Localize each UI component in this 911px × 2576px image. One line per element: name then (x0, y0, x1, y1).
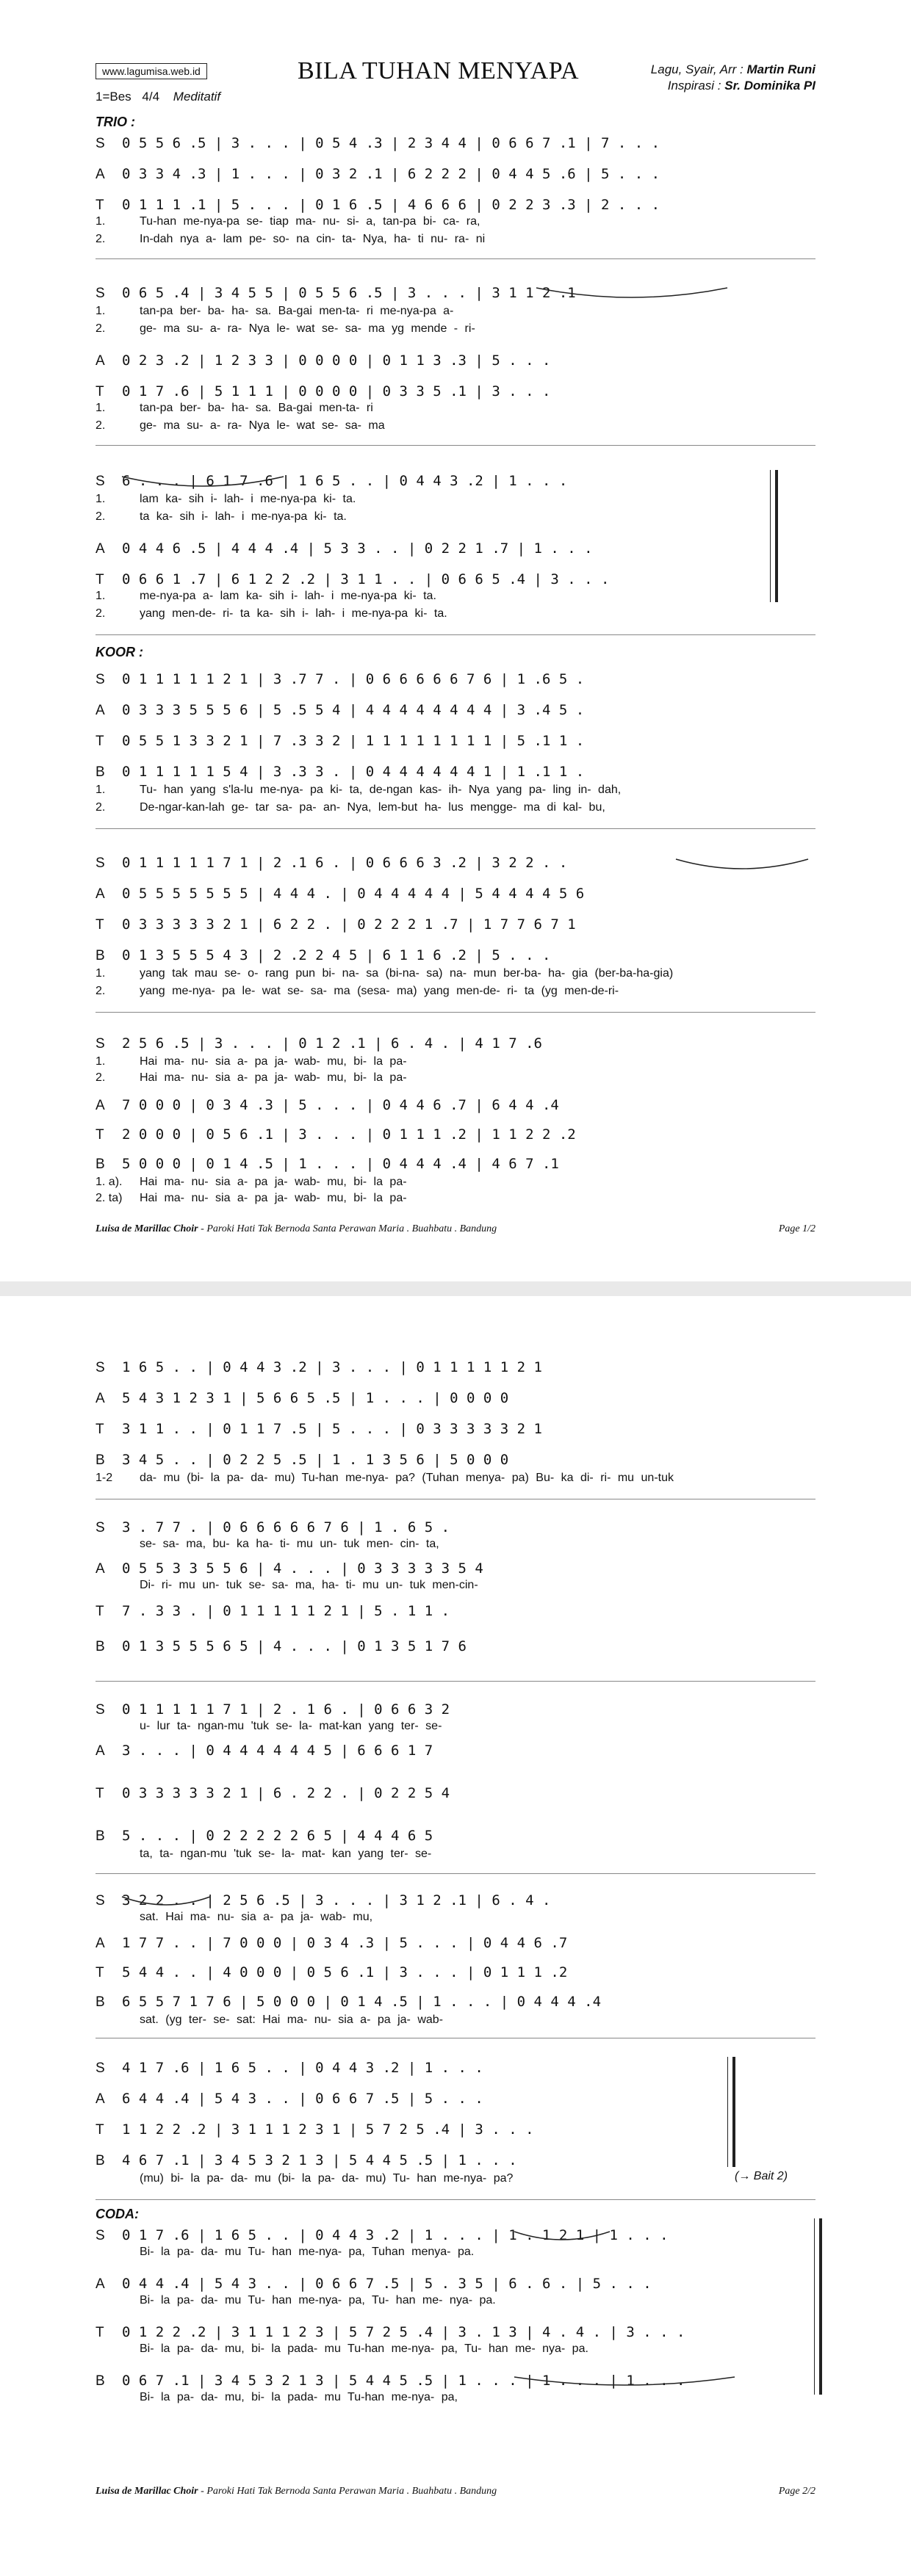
notes: 0 3 3 3 5 5 5 6 | 5 .5 5 4 | 4 4 4 4 4 4 4 4 | 3 .4 5 . (122, 702, 585, 718)
tie-slur (514, 2229, 610, 2248)
part-soprano: S 1 6 5 . . | 0 4 4 3 .2 | 3 . . . | 0 1 1 1 1 1 2 1 (96, 1359, 542, 1375)
part-soprano: S 2 5 6 .5 | 3 . . . | 0 1 2 .1 | 6 . 4 . | 4 1 7 .6 (96, 1035, 542, 1052)
section-trio-label: TRIO : (96, 115, 135, 129)
credits (651, 62, 815, 94)
lyrics-verse-1: 1. me-nya-pa a- lam ka- sih i- lah- i me-nya-pa ki- ta. (96, 590, 436, 602)
part-bass: B 0 1 1 1 1 1 5 4 | 3 .3 3 . | 0 4 4 4 4 4 4 1 | 1 .1 1 . (96, 764, 585, 780)
part-tenor: T 7 . 3 3 . | 0 1 1 1 1 1 2 1 | 5 . 1 1 . (96, 1603, 450, 1619)
section-koor-label: KOOR : (96, 645, 143, 659)
lyrics: (mu) bi- la pa- da- mu (bi- la pa- da- mu) Tu- han me-nya- pa? (140, 2172, 514, 2185)
notes: 3 4 5 . . | 0 2 2 5 .5 | 1 . 1 3 5 6 | 5 0 0 0 (122, 1452, 509, 1468)
credit-label: Lagu, Syair, Arr : (650, 62, 743, 76)
part-alto: A 3 . . . | 0 4 4 4 4 4 4 5 | 6 6 6 1 7 (96, 1743, 433, 1759)
lyrics: Bi- la pa- da- mu Tu- han me-nya- pa, Tuhan menya- pa. (140, 2246, 475, 2258)
section-coda-label: CODA: (96, 2207, 139, 2221)
inspiration-label: Inspirasi : (667, 79, 721, 93)
notes: 0 1 7 .6 | 1 6 5 . . | 0 4 4 3 .2 | 1 . . . | 1 . 1 2 1 | 1 . . . (122, 2227, 669, 2243)
part-tenor: T 1 1 2 2 .2 | 3 1 1 1 2 3 1 | 5 7 2 5 .4 | 3 . . . (96, 2121, 534, 2138)
part-tenor: T 0 1 2 2 .2 | 3 1 1 1 2 3 | 5 7 2 5 .4 | 3 . 1 3 | 4 . 4 . | 3 . . . (96, 2324, 685, 2340)
lyrics-verse-1: 1. tan-pa ber- ba- ha- sa. Ba-gai men-ta- ri (96, 402, 373, 414)
part-tenor: T 0 3 3 3 3 3 2 1 | 6 . 2 2 . | 0 2 2 5 4 (96, 1785, 450, 1801)
notes: 7 . 3 3 . | 0 1 1 1 1 1 2 1 | 5 . 1 1 . (122, 1603, 450, 1619)
part-alto: A 1 7 7 . . | 7 0 0 0 | 0 3 4 .3 | 5 . . . | 0 4 4 6 .7 (96, 1935, 568, 1951)
notes: 1 1 2 2 .2 | 3 1 1 1 2 3 1 | 5 7 2 5 .4 | 3 . . . (122, 2121, 534, 2138)
time-signature: 4/4 (142, 90, 160, 104)
part-tenor: T 2 0 0 0 | 0 5 6 .1 | 3 . . . | 0 1 1 1 .2 | 1 1 2 2 .2 (96, 1126, 576, 1143)
part-bass: B 0 1 3 5 5 5 4 3 | 2 .2 2 4 5 | 6 1 1 6 .2 | 5 . . . (96, 947, 551, 963)
notes: 0 3 3 3 3 3 2 1 | 6 2 2 . | 0 2 2 2 1 .7 | 1 7 7 6 7 1 (122, 916, 576, 933)
lyrics: sat. (yg ter- se- sat: Hai ma- nu- sia a- pa ja- wab- (140, 2014, 443, 2026)
lyrics-verse-1: 1. yang tak mau se- o- rang pun bi- na- sa (bi-na- sa) na- mun ber-ba- ha- gia (ber-ba-ha-gia) (96, 967, 674, 980)
notes: 0 3 3 4 .3 | 1 . . . | 0 3 2 .1 | 6 2 2 2 | 0 4 4 5 .6 | 5 . . . (122, 166, 660, 182)
system-divider (96, 1012, 815, 1013)
notes: 0 2 3 .2 | 1 2 3 3 | 0 0 0 0 | 0 1 1 3 .3 | 5 . . . (122, 352, 551, 369)
part-alto: A 0 3 3 3 5 5 5 6 | 5 .5 5 4 | 4 4 4 4 4 4 4 4 | 3 .4 5 . (96, 702, 585, 718)
part-alto: A 0 5 5 5 5 5 5 5 | 4 4 4 . | 0 4 4 4 4 4 | 5 4 4 4 4 5 6 (96, 886, 585, 902)
part-alto: A 0 3 3 4 .3 | 1 . . . | 0 3 2 .1 | 6 2 2 2 | 0 4 4 5 .6 | 5 . . . (96, 166, 660, 182)
lyrics-verse-2: 2. De-ngar-kan-lah ge- tar sa- pa- an- Nya, lem-but ha- lus mengge- ma di kal- bu, (96, 801, 605, 814)
lyrics-verse-1: 1. tan-pa ber- ba- ha- sa. Ba-gai men-ta- ri me-nya-pa a- (96, 305, 454, 317)
lyrics-verse-2: 2. Hai ma- nu- sia a- pa ja- wab- mu, bi- la pa- (96, 1071, 407, 1084)
notes: 5 . . . | 0 2 2 2 2 2 6 5 | 4 4 4 6 5 (122, 1828, 433, 1844)
notes: 3 2 2 . . | 2 5 6 .5 | 3 . . . | 3 1 2 .1 | 6 . 4 . (122, 1892, 551, 1909)
part-alto: A 0 4 4 .4 | 5 4 3 . . | 0 6 6 7 .5 | 5 . 3 5 | 6 . 6 . | 5 . . . (96, 2276, 652, 2292)
notes: 6 5 5 7 1 7 6 | 5 0 0 0 | 0 1 4 .5 | 1 . . . | 0 4 4 4 .4 (122, 1994, 602, 2010)
lyrics: sat. Hai ma- nu- sia a- pa ja- wab- mu, (140, 1911, 373, 1923)
lyrics-verse-2: 2. ta) Hai ma- nu- sia a- pa ja- wab- mu, bi- la pa- (96, 1192, 407, 1204)
part-tenor: T 3 1 1 . . | 0 1 1 7 .5 | 5 . . . | 0 3 3 3 3 3 2 1 (96, 1421, 542, 1437)
part-alto: A 7 0 0 0 | 0 3 4 .3 | 5 . . . | 0 4 4 6 .7 | 6 4 4 .4 (96, 1097, 559, 1113)
notes: 0 6 6 1 .7 | 6 1 2 2 .2 | 3 1 1 . . | 0 6 6 5 .4 | 3 . . . (122, 571, 610, 587)
notes: 5 4 4 . . | 4 0 0 0 | 0 5 6 .1 | 3 . . . | 0 1 1 1 .2 (122, 1964, 568, 1980)
lyrics-verse-1: 1. lam ka- sih i- lah- i me-nya-pa ki- ta. (96, 493, 356, 505)
sheet-page-1 (0, 0, 911, 1281)
lyrics: Bi- la pa- da- mu, bi- la pada- mu Tu-han me-nya- pa, (140, 2391, 458, 2403)
part-bass: B 6 5 5 7 1 7 6 | 5 0 0 0 | 0 1 4 .5 | 1 . . . | 0 4 4 4 .4 (96, 1994, 602, 2010)
footer-choir: Luisa de Marillac Choir (96, 1223, 198, 1234)
notes: 5 4 3 1 2 3 1 | 5 6 6 5 .5 | 1 . . . | 0 0 0 0 (122, 1390, 509, 1406)
system-divider (96, 1681, 815, 1682)
notes: 0 1 2 2 .2 | 3 1 1 1 2 3 | 5 7 2 5 .4 | 3 . 1 3 | 4 . 4 . | 3 . . . (122, 2324, 685, 2340)
part-soprano: S 4 1 7 .6 | 1 6 5 . . | 0 4 4 3 .2 | 1 . . . (96, 2060, 483, 2076)
notes: 0 1 1 1 1 1 7 1 | 2 . 1 6 . | 0 6 6 3 2 (122, 1701, 450, 1718)
notes: 0 3 3 3 3 3 2 1 | 6 . 2 2 . | 0 2 2 5 4 (122, 1785, 450, 1801)
tie-slur (676, 856, 808, 878)
notes: 0 5 5 5 5 5 5 5 | 4 4 4 . | 0 4 4 4 4 4 | 5 4 4 4 4 5 6 (122, 886, 585, 902)
footer: Luisa de Marillac Choir - Paroki Hati Tak Bernoda Santa Perawan Maria . Buahbatu . Bandung (96, 2486, 497, 2497)
notes: 2 0 0 0 | 0 5 6 .1 | 3 . . . | 0 1 1 1 .2 | 1 1 2 2 .2 (122, 1126, 576, 1143)
sheet-page-2 (0, 1296, 911, 2576)
lyrics: se- sa- ma, bu- ka ha- ti- mu un- tuk men- cin- ta, (140, 1538, 439, 1550)
credit-name: Martin Runi (746, 62, 815, 76)
notes: 0 5 5 1 3 3 2 1 | 7 .3 3 2 | 1 1 1 1 1 1 1 1 | 5 .1 1 . (122, 733, 585, 749)
part-bass: B 0 1 3 5 5 5 6 5 | 4 . . . | 0 1 3 5 1 7 6 (96, 1638, 467, 1654)
part-bass: B 4 6 7 .1 | 3 4 5 3 2 1 3 | 5 4 4 5 .5 | 1 . . . (96, 2152, 517, 2168)
notes: 3 . . . | 0 4 4 4 4 4 4 5 | 6 6 6 1 7 (122, 1743, 433, 1759)
lyrics-verse-2: 2. yang me-nya- pa le- wat se- sa- ma (sesa- ma) yang men-de- ri- ta (yg men-de-ri- (96, 985, 619, 997)
double-barline (770, 470, 778, 602)
part-bass: B 5 0 0 0 | 0 1 4 .5 | 1 . . . | 0 4 4 4 .4 | 4 6 7 .1 (96, 1156, 559, 1172)
part-soprano: S 6 . . . | 6 1 7 .6 | 1 6 5 . . | 0 4 4 3 .2 | 1 . . . (96, 473, 568, 489)
part-bass: B 3 4 5 . . | 0 2 2 5 .5 | 1 . 1 3 5 6 | 5 0 0 0 (96, 1452, 509, 1468)
lyrics-verse-1: 1. Hai ma- nu- sia a- pa ja- wab- mu, bi- la pa- (96, 1055, 407, 1068)
notes: 0 6 5 .4 | 3 4 5 5 | 0 5 5 6 .5 | 3 . . . | 3 1 1 2 .1 (122, 285, 576, 301)
part-tenor: T 0 1 7 .6 | 5 1 1 1 | 0 0 0 0 | 0 3 3 5 .1 | 3 . . . (96, 383, 551, 399)
system-divider (96, 634, 815, 635)
key-signature: 1=Bes (96, 90, 132, 104)
notes: 2 5 6 .5 | 3 . . . | 0 1 2 .1 | 6 . 4 . | 4 1 7 .6 (122, 1035, 542, 1052)
page-number: Page 2/2 (778, 2486, 815, 2497)
lyrics: Di- ri- mu un- tuk se- sa- ma, ha- ti- mu un- tuk men-cin- (140, 1579, 478, 1591)
part-tenor: T 0 1 1 1 .1 | 5 . . . | 0 1 6 .5 | 4 6 6 6 | 0 2 2 3 .3 | 2 . . . (96, 197, 660, 213)
part-soprano: S 0 1 7 .6 | 1 6 5 . . | 0 4 4 3 .2 | 1 . . . | 1 . 1 2 1 | 1 . . . (96, 2227, 669, 2243)
part-soprano: S 0 1 1 1 1 1 2 1 | 3 .7 7 . | 0 6 6 6 6 6 7 6 | 1 .6 5 . (96, 671, 585, 687)
website-url[interactable]: www.lagumisa.web.id (96, 63, 207, 79)
lyrics: ta, ta- ngan-mu 'tuk se- la- mat- kan yang ter- se- (140, 1848, 432, 1860)
part-alto: A 5 4 3 1 2 3 1 | 5 6 6 5 .5 | 1 . . . | 0 0 0 0 (96, 1390, 509, 1406)
repeat-instruction: (→ Bait 2) (735, 2170, 788, 2182)
system-divider (96, 1873, 815, 1874)
lyrics-verse-1: 1. Tu-han me-nya-pa se- tiap ma- nu- si- a, tan-pa bi- ca- ra, (96, 215, 480, 228)
notes: 4 1 7 .6 | 1 6 5 . . | 0 4 4 3 .2 | 1 . . . (122, 2060, 483, 2076)
notes: 0 6 7 .1 | 3 4 5 3 2 1 3 | 5 4 4 5 .5 | 1 . . . | 1 . . . | 1 . . . (122, 2373, 685, 2389)
lyrics: Bi- la pa- da- mu, bi- la pada- mu Tu-han me-nya- pa, Tu- han me- nya- pa. (140, 2342, 588, 2355)
footer: Luisa de Marillac Choir - Paroki Hati Tak Bernoda Santa Perawan Maria . Buahbatu . Bandung (96, 1223, 497, 1234)
part-alto: A 0 5 5 3 3 5 5 6 | 4 . . . | 0 3 3 3 3 3 5 4 (96, 1560, 483, 1577)
part-soprano: S 3 . 7 7 . | 0 6 6 6 6 6 7 6 | 1 . 6 5 . (96, 1519, 450, 1535)
key-meter-tempo (96, 90, 220, 104)
notes: 0 4 4 6 .5 | 4 4 4 .4 | 5 3 3 . . | 0 2 2 1 .7 | 1 . . . (122, 540, 593, 557)
part-bass: B 5 . . . | 0 2 2 2 2 2 6 5 | 4 4 4 6 5 (96, 1828, 433, 1844)
system-divider (96, 2199, 815, 2200)
notes: 0 1 1 1 1 1 7 1 | 2 .1 6 . | 0 6 6 6 3 .2 | 3 2 2 . . (122, 855, 568, 871)
footer-choir: Luisa de Marillac Choir (96, 2486, 198, 2497)
part-soprano: S 0 1 1 1 1 1 7 1 | 2 .1 6 . | 0 6 6 6 3 .2 | 3 2 2 . . (96, 855, 568, 871)
lyrics-verse-1: 1. Tu- han yang s'la-lu me-nya- pa ki- ta, de-ngan kas- ih- Nya yang pa- ling in- dah, (96, 784, 622, 796)
lyrics-verse-2: 2. ge- ma su- a- ra- Nya le- wat se- sa- ma (96, 419, 385, 432)
part-soprano: S 0 5 5 6 .5 | 3 . . . | 0 5 4 .3 | 2 3 4 4 | 0 6 6 7 .1 | 7 . . . (96, 135, 660, 151)
part-soprano: S 0 1 1 1 1 1 7 1 | 2 . 1 6 . | 0 6 6 3 2 (96, 1701, 450, 1718)
inspiration-name: Sr. Dominika PI (724, 79, 815, 93)
tempo-marking: Meditatif (173, 90, 221, 104)
notes: 6 . . . | 6 1 7 .6 | 1 6 5 . . | 0 4 4 3 .2 | 1 . . . (122, 473, 568, 489)
notes: 6 4 4 .4 | 5 4 3 . . | 0 6 6 7 .5 | 5 . . . (122, 2091, 483, 2107)
tie-slur (536, 285, 727, 307)
notes: 7 0 0 0 | 0 3 4 .3 | 5 . . . | 0 4 4 6 .7 | 6 4 4 .4 (122, 1097, 559, 1113)
lyrics-verse-1: 1. a). Hai ma- nu- sia a- pa ja- wab- mu, bi- la pa- (96, 1176, 407, 1188)
notes: 3 1 1 . . | 0 1 1 7 .5 | 5 . . . | 0 3 3 3 3 3 2 1 (122, 1421, 542, 1437)
final-barline (814, 2218, 822, 2395)
notes: 0 1 1 1 1 1 2 1 | 3 .7 7 . | 0 6 6 6 6 6 7 6 | 1 .6 5 . (122, 671, 585, 687)
system-divider (96, 258, 815, 259)
song-title: BILA TUHAN MENYAPA (298, 57, 580, 84)
notes: 0 1 3 5 5 5 6 5 | 4 . . . | 0 1 3 5 1 7 6 (122, 1638, 467, 1654)
part-tenor: T 5 4 4 . . | 4 0 0 0 | 0 5 6 .1 | 3 . . . | 0 1 1 1 .2 (96, 1964, 568, 1980)
part-alto: A 6 4 4 .4 | 5 4 3 . . | 0 6 6 7 .5 | 5 . . . (96, 2091, 483, 2107)
part-alto: A 0 4 4 6 .5 | 4 4 4 .4 | 5 3 3 . . | 0 2 2 1 .7 | 1 . . . (96, 540, 593, 557)
part-soprano: S 0 6 5 .4 | 3 4 5 5 | 0 5 5 6 .5 | 3 . . . | 3 1 1 2 .1 (96, 285, 576, 301)
tie-slur (122, 1894, 210, 1913)
system-divider (96, 828, 815, 829)
lyrics: Bi- la pa- da- mu Tu- han me-nya- pa, Tu- han me- nya- pa. (140, 2294, 496, 2307)
tie-slur (514, 2374, 735, 2393)
footer-church: Paroki Hati Tak Bernoda Santa Perawan Maria . Buahbatu . Bandung (206, 2486, 497, 2497)
notes: 0 1 1 1 .1 | 5 . . . | 0 1 6 .5 | 4 6 6 6 | 0 2 2 3 .3 | 2 . . . (122, 197, 660, 213)
part-soprano: S 3 2 2 . . | 2 5 6 .5 | 3 . . . | 3 1 2 .1 | 6 . 4 . (96, 1892, 551, 1909)
part-bass: B 0 6 7 .1 | 3 4 5 3 2 1 3 | 5 4 4 5 .5 | 1 . . . | 1 . . . | 1 . . . (96, 2373, 685, 2389)
lyrics-verse-2: 2. ge- ma su- a- ra- Nya le- wat se- sa- ma yg mende - ri- (96, 322, 475, 335)
lyrics: 1-2 da- mu (bi- la pa- da- mu) Tu-han me-nya- pa? (Tuhan menya- pa) Bu- ka di- ri- mu un-tuk (96, 1472, 674, 1484)
lyrics: u- lur ta- ngan-mu 'tuk se- la- mat-kan yang ter- se- (140, 1720, 442, 1732)
notes: 0 1 3 5 5 5 4 3 | 2 .2 2 4 5 | 6 1 1 6 .2 | 5 . . . (122, 947, 551, 963)
notes: 0 1 7 .6 | 5 1 1 1 | 0 0 0 0 | 0 3 3 5 .1 | 3 . . . (122, 383, 551, 399)
part-alto: A 0 2 3 .2 | 1 2 3 3 | 0 0 0 0 | 0 1 1 3 .3 | 5 . . . (96, 352, 551, 369)
part-tenor: T 0 6 6 1 .7 | 6 1 2 2 .2 | 3 1 1 . . | 0 6 6 5 .4 | 3 . . . (96, 571, 610, 587)
system-divider (96, 445, 815, 446)
part-tenor: T 0 5 5 1 3 3 2 1 | 7 .3 3 2 | 1 1 1 1 1 1 1 1 | 5 .1 1 . (96, 733, 585, 749)
footer-church: Paroki Hati Tak Bernoda Santa Perawan Maria . Buahbatu . Bandung (206, 1223, 497, 1234)
double-barline (727, 2057, 735, 2167)
page-number: Page 1/2 (778, 1223, 815, 1234)
lyrics-verse-2: 2. ta ka- sih i- lah- i me-nya-pa ki- ta. (96, 510, 347, 523)
notes: 0 5 5 6 .5 | 3 . . . | 0 5 4 .3 | 2 3 4 4 | 0 6 6 7 .1 | 7 . . . (122, 135, 660, 151)
lyrics-verse-2: 2. yang men-de- ri- ta ka- sih i- lah- i me-nya-pa ki- ta. (96, 607, 447, 620)
notes: 5 0 0 0 | 0 1 4 .5 | 1 . . . | 0 4 4 4 .4 | 4 6 7 .1 (122, 1156, 559, 1172)
notes: 1 7 7 . . | 7 0 0 0 | 0 3 4 .3 | 5 . . . | 0 4 4 6 .7 (122, 1935, 568, 1951)
notes: 0 4 4 .4 | 5 4 3 . . | 0 6 6 7 .5 | 5 . 3 5 | 6 . 6 . | 5 . . . (122, 2276, 652, 2292)
notes: 4 6 7 .1 | 3 4 5 3 2 1 3 | 5 4 4 5 .5 | 1 . . . (122, 2152, 517, 2168)
lyrics-verse-2: 2. In-dah nya a- lam pe- so- na cin- ta- Nya, ha- ti nu- ra- ni (96, 233, 486, 245)
notes: 0 5 5 3 3 5 5 6 | 4 . . . | 0 3 3 3 3 3 5 4 (122, 1560, 483, 1577)
notes: 1 6 5 . . | 0 4 4 3 .2 | 3 . . . | 0 1 1 1 1 1 2 1 (122, 1359, 542, 1375)
part-tenor: T 0 3 3 3 3 3 2 1 | 6 2 2 . | 0 2 2 2 1 .7 | 1 7 7 6 7 1 (96, 916, 576, 933)
notes: 0 1 1 1 1 1 5 4 | 3 .3 3 . | 0 4 4 4 4 4 4 1 | 1 .1 1 . (122, 764, 585, 780)
notes: 3 . 7 7 . | 0 6 6 6 6 6 7 6 | 1 . 6 5 . (122, 1519, 450, 1535)
